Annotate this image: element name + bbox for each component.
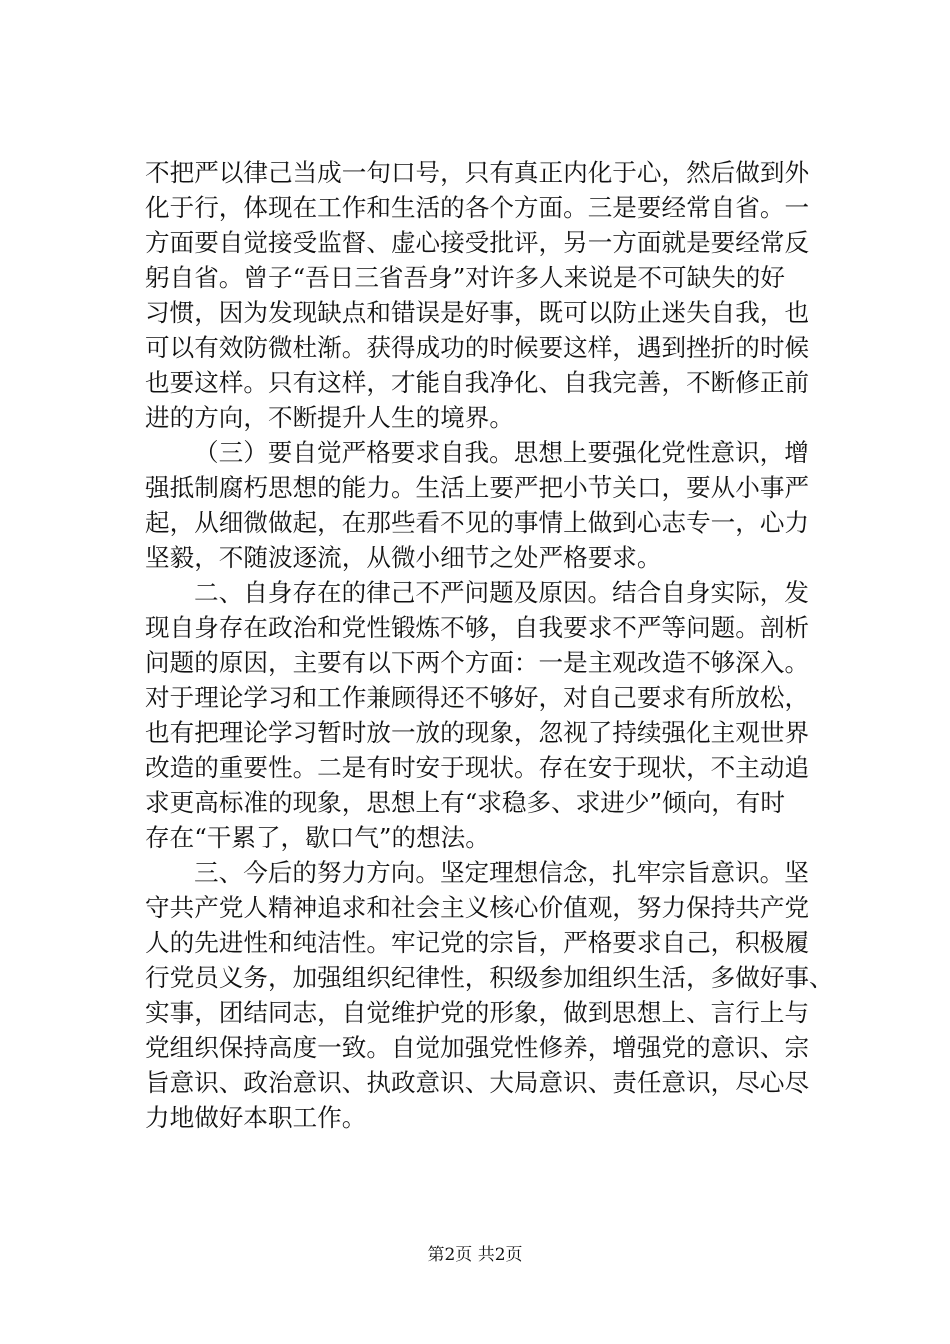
text-line: 方面要自觉接受监督、虚心接受批评，另一方面就是要经常反 — [145, 228, 810, 257]
text-line: 可以有效防微杜渐。获得成功的时候要这样，遇到挫折的时候 — [145, 333, 810, 362]
document-body — [145, 155, 834, 1135]
text-line: 行党员义务，加强组织纪律性，积级参加组织生活，多做好事、 — [145, 963, 834, 992]
text-line: 对于理论学习和工作兼顾得还不够好，对自己要求有所放松， — [145, 683, 810, 712]
text-line: 旨意识、政治意识、执政意识、大局意识、责任意识，尽心尽 — [145, 1068, 810, 1097]
text-line: 起，从细微做起，在那些看不见的事情上做到心志专一，心力 — [145, 508, 810, 537]
text-line: 三、今后的努力方向。坚定理想信念，扎牢宗旨意识。坚 — [194, 858, 809, 887]
text-line: 力地做好本职工作。 — [145, 1103, 367, 1132]
text-line: 人的先进性和纯洁性。牢记党的宗旨，严格要求自己，积极履 — [145, 928, 810, 957]
text-line: （三）要自觉严格要求自我。思想上要强化党性意识，增 — [194, 438, 809, 467]
text-line: 躬自省。曾子“吾日三省吾身”对许多人来说是不可缺失的好 — [145, 263, 785, 292]
text-line: 也要这样。只有这样，才能自我净化、自我完善，不断修正前 — [145, 368, 810, 397]
text-line: 存在“干累了，歇口气”的想法。 — [145, 823, 490, 852]
text-line: 不把严以律己当成一句口号，只有真正内化于心，然后做到外 — [145, 158, 810, 187]
text-line: 现自身存在政治和党性锻炼不够，自我要求不严等问题。剖析 — [145, 613, 810, 642]
text-line: 进的方向，不断提升人生的境界。 — [145, 403, 514, 432]
paragraph — [145, 155, 815, 435]
text-line: 守共产党人精神追求和社会主义核心价值观，努力保持共产党 — [145, 893, 810, 922]
text-line: 习惯，因为发现缺点和错误是好事，既可以防止迷失自我，也 — [145, 298, 810, 327]
text-line: 强抵制腐朽思想的能力。生活上要严把小节关口，要从小事严 — [145, 473, 810, 502]
text-line: 二、自身存在的律己不严问题及原因。结合自身实际，发 — [194, 578, 809, 607]
text-line: 改造的重要性。二是有时安于现状。存在安于现状，不主动追 — [145, 753, 810, 782]
paragraph — [145, 855, 834, 1135]
text-line: 党组织保持高度一致。自觉加强党性修养，增强党的意识、宗 — [145, 1033, 810, 1062]
text-line: 也有把理论学习暂时放一放的现象，忽视了持续强化主观世界 — [145, 718, 810, 747]
text-line: 实事，团结同志，自觉维护党的形象，做到思想上、言行上与 — [145, 998, 810, 1027]
paragraph — [145, 575, 815, 855]
text-line: 求更高标准的现象，思想上有“求稳多、求进少”倾向，有时 — [145, 788, 785, 817]
page-number: 第2页 共2页 — [427, 1245, 523, 1265]
text-line: 化于行，体现在工作和生活的各个方面。三是要经常自省。一 — [145, 193, 810, 222]
text-line: 坚毅，不随波逐流，从微小细节之处严格要求。 — [145, 543, 662, 572]
text-line: 问题的原因，主要有以下两个方面：一是主观改造不够深入。 — [145, 648, 810, 677]
paragraph — [145, 435, 815, 575]
